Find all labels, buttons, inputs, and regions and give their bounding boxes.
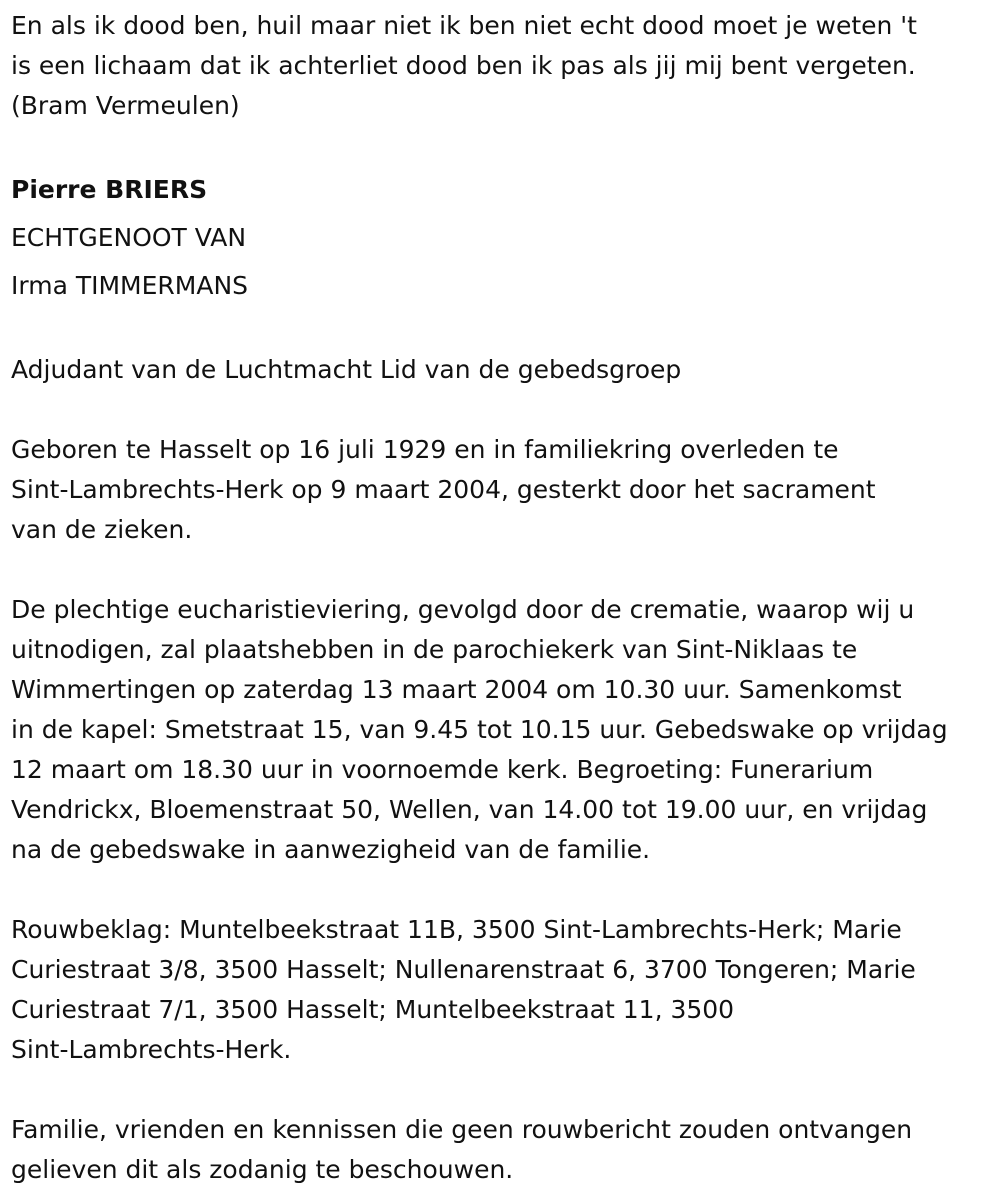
text-line: Curiestraat 3/8, 3500 Hasselt; Nullenarenstraat 6, 3700 Tongeren; Marie [11,955,916,984]
text-line: Sint-Lambrechts-Herk. [11,1035,292,1064]
condolences-paragraph [11,910,990,1070]
text-line: na de gebedswake in aanwezigheid van de familie. [11,835,651,864]
text-line: Wimmertingen op zaterdag 13 maart 2004 om 10.30 uur. Samenkomst [11,675,902,704]
text-line: Curiestraat 7/1, 3500 Hasselt; Muntelbeekstraat 11, 3500 [11,995,735,1024]
text-line: in de kapel: Smetstraat 15, van 9.45 tot 10.15 uur. Gebedswake op vrijdag [11,715,948,744]
spacer [11,310,990,350]
text-line: Geboren te Hasselt op 16 juli 1929 en in familiekring overleden te [11,435,839,464]
text-line: Familie, vrienden en kennissen die geen rouwbericht zouden ontvangen [11,1115,913,1144]
text-line: 12 maart om 18.30 uur in voornoemde kerk. Begroeting: Funerarium [11,755,874,784]
spacer [11,390,990,430]
relation-label: ECHTGENOOT VAN [11,223,247,252]
quote-attribution: (Bram Vermeulen) [11,91,240,120]
text-line: De plechtige eucharistieviering, gevolgd door de crematie, waarop wij u [11,595,915,624]
role-text: Adjudant van de Luchtmacht Lid van de gebedsgroep [11,355,682,384]
spacer [11,550,990,590]
text-line: Sint-Lambrechts-Herk op 9 maart 2004, gesterkt door het sacrament [11,475,876,504]
deceased-name: Pierre BRIERS [11,175,208,204]
text-line: uitnodigen, zal plaatshebben in de parochiekerk van Sint-Niklaas te [11,635,858,664]
quote-line: is een lichaam dat ik achterliet dood ben ik pas als jij mij bent vergeten. [11,51,916,80]
spacer [11,870,990,910]
spacer [11,126,990,166]
spouse-name: Irma TIMMERMANS [11,271,249,300]
deceased-block [11,166,990,310]
ceremony-paragraph [11,590,990,870]
quote-line: En als ik dood ben, huil maar niet ik ben niet echt dood moet je weten 't [11,11,917,40]
spacer [11,1070,990,1110]
text-line: Vendrickx, Bloemenstraat 50, Wellen, van 14.00 tot 19.00 uur, en vrijdag [11,795,928,824]
text-line: Rouwbeklag: Muntelbeekstraat 11B, 3500 Sint-Lambrechts-Herk; Marie [11,915,902,944]
birth-death-paragraph [11,430,990,550]
closing-paragraph [11,1110,990,1190]
text-line: gelieven dit als zodanig te beschouwen. [11,1155,514,1184]
text-line: van de zieken. [11,515,193,544]
quote-block [11,6,990,126]
